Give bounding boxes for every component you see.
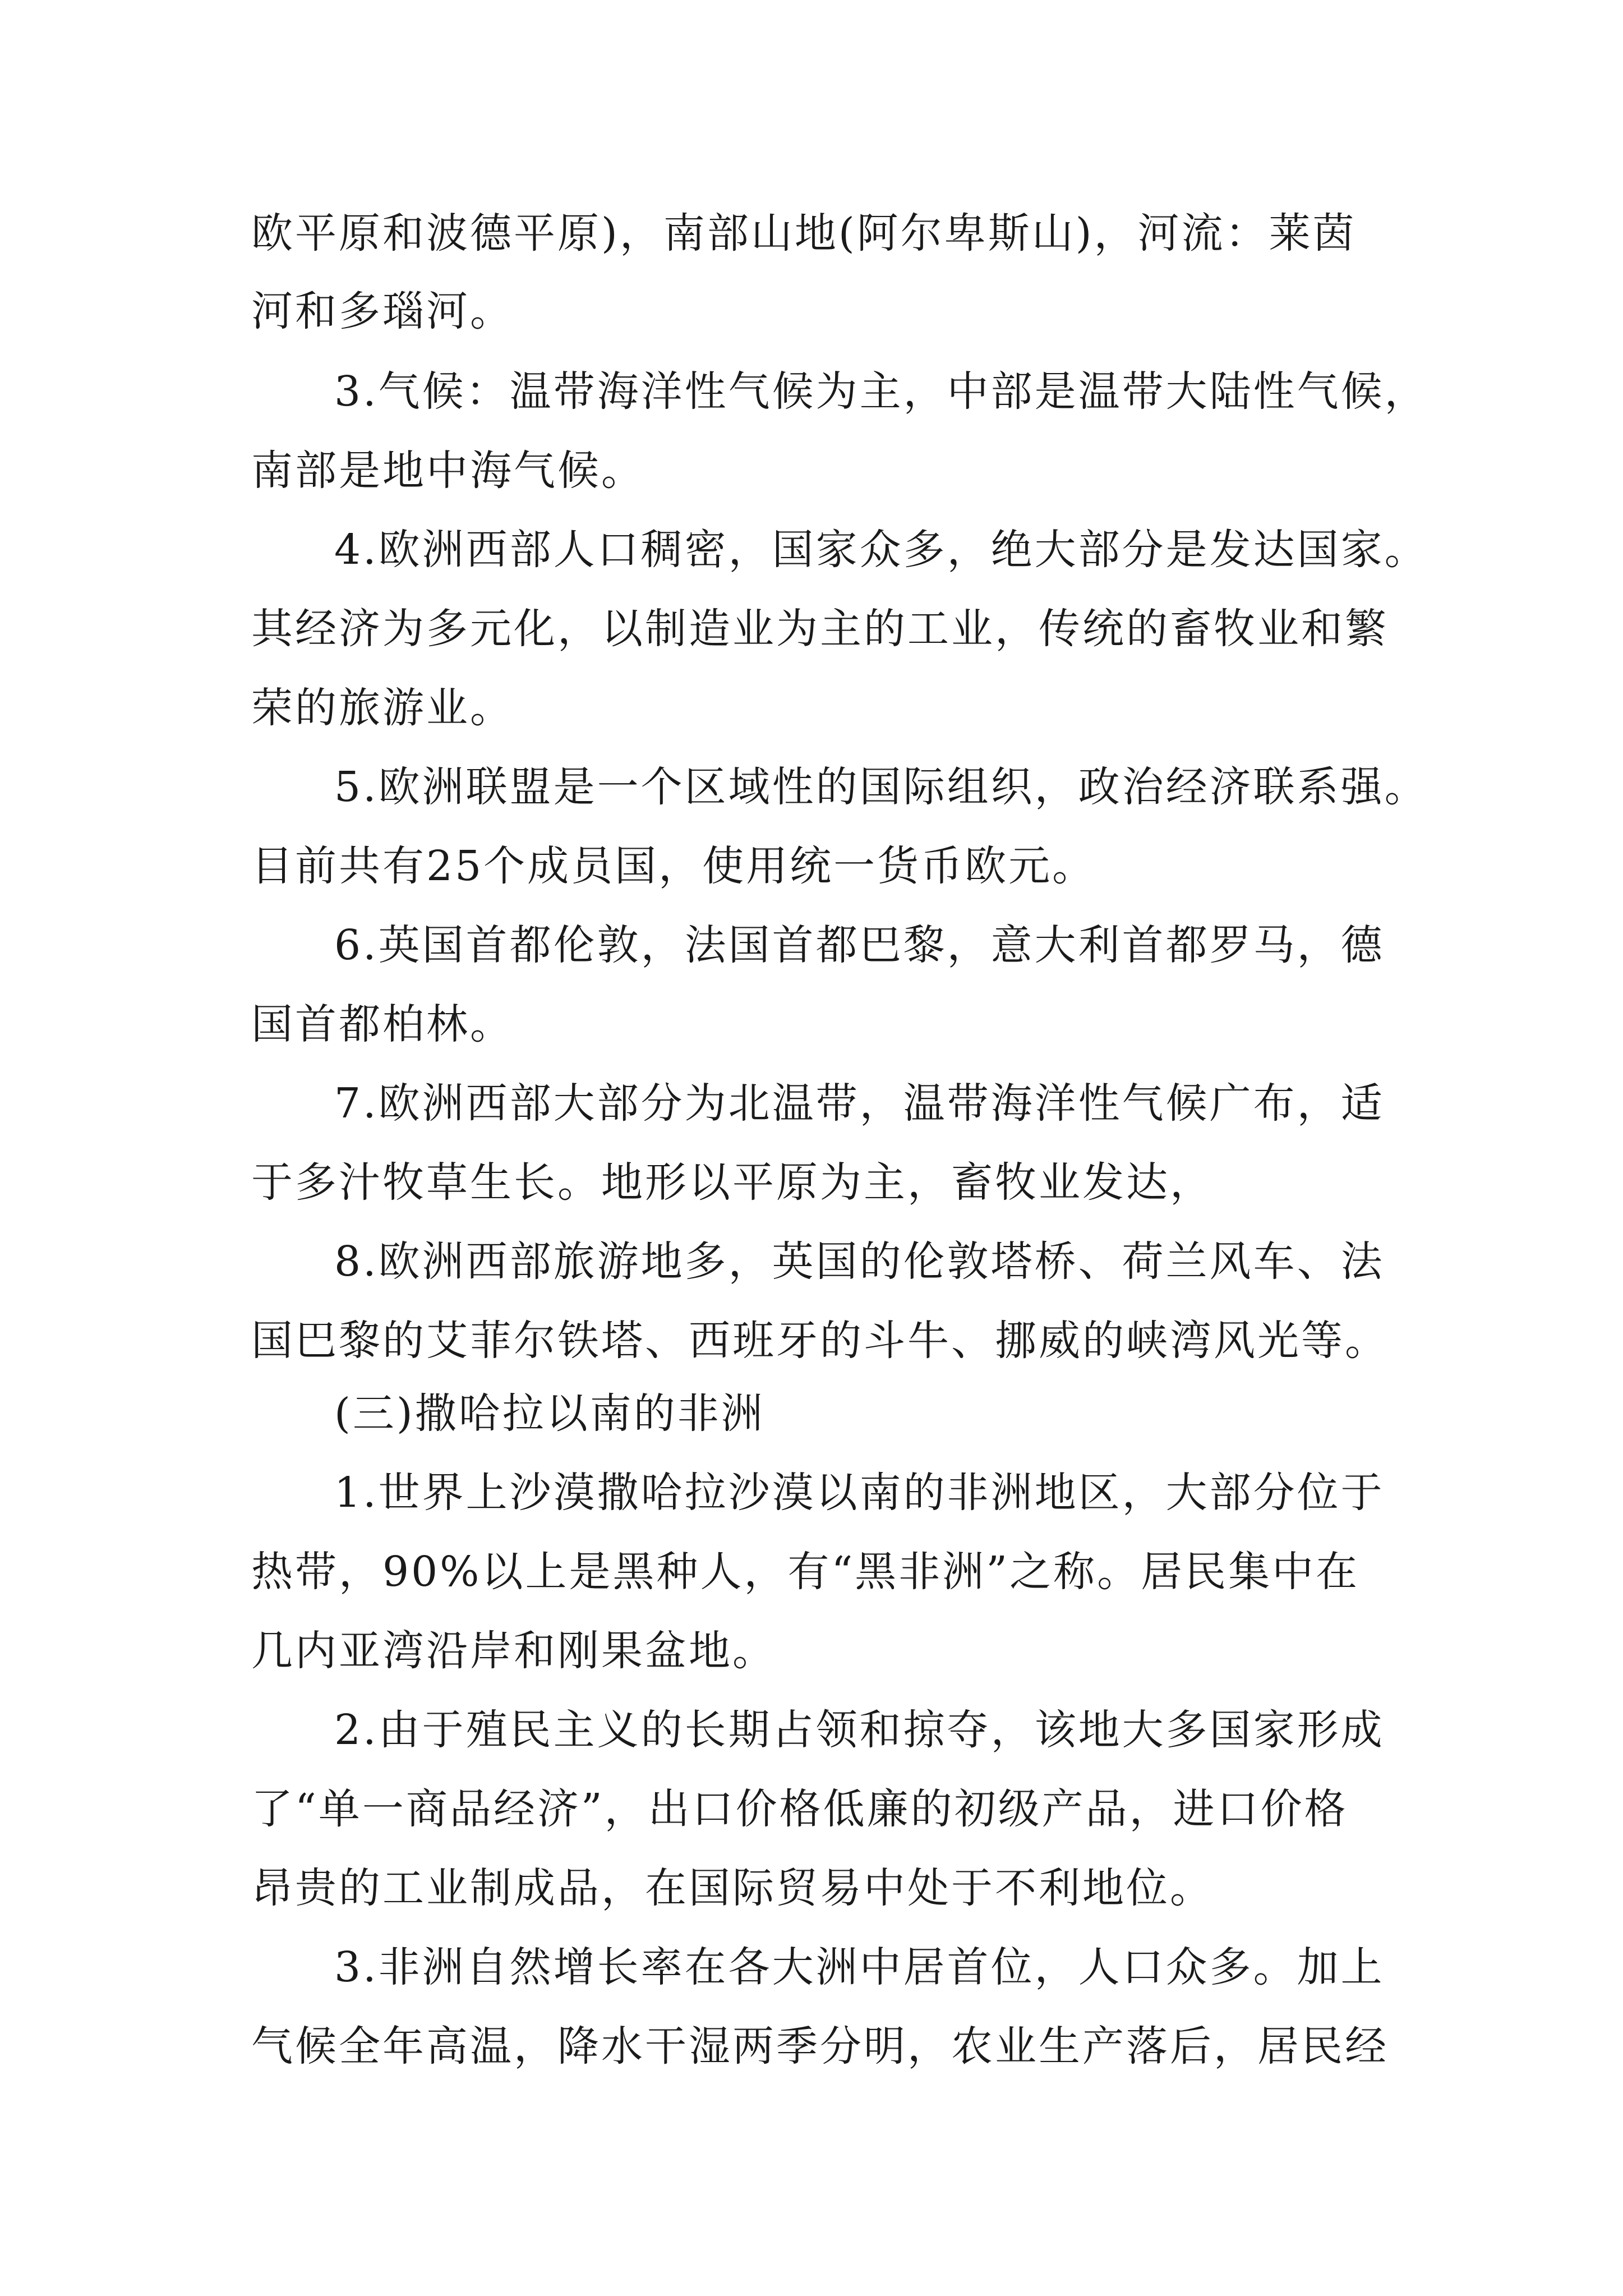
text-line: 国巴黎的艾菲尔铁塔、西班牙的斗牛、挪威的峡湾风光等。 xyxy=(251,1317,1389,1365)
text-line: 3.气候：温带海洋性气候为主，中部是温带大陆性气候， xyxy=(334,367,1428,416)
text-line: 了“单一商品经济”，出口价格低廉的初级产品，进口价格 xyxy=(251,1785,1348,1833)
text-line: 4.欧洲西部人口稠密，国家众多，绝大部分是发达国家。 xyxy=(334,526,1428,574)
section-heading: (三)撒哈拉以南的非洲 xyxy=(334,1389,765,1438)
text-line: 气候全年高温，降水干湿两季分明，农业生产落后，居民经 xyxy=(251,2022,1389,2070)
text-line: 其经济为多元化，以制造业为主的工业，传统的畜牧业和繁 xyxy=(251,605,1389,653)
text-line: 2.由于殖民主义的长期占领和掠夺，该地大多国家形成 xyxy=(334,1706,1385,1754)
text-line: 热带，90%以上是黑种人，有“黑非洲”之称。居民集中在 xyxy=(251,1548,1360,1596)
text-line: 7.欧洲西部大部分为北温带，温带海洋性气候广布，适 xyxy=(334,1079,1385,1128)
text-line: 河和多瑙河。 xyxy=(251,287,514,335)
text-line: 5.欧洲联盟是一个区域性的国际组织，政治经济联系强。 xyxy=(334,763,1428,811)
text-line: 欧平原和波德平原)，南部山地(阿尔卑斯山)，河流：莱茵 xyxy=(251,209,1357,257)
text-line: 于多汁牧草生长。地形以平原为主，畜牧业发达， xyxy=(251,1158,1214,1207)
text-line: 6.英国首都伦敦，法国首都巴黎，意大利首都罗马，德 xyxy=(334,921,1385,969)
text-line: 目前共有25个成员国，使用统一货币欧元。 xyxy=(251,842,1096,890)
text-line: 8.欧洲西部旅游地多，英国的伦敦塔桥、荷兰风车、法 xyxy=(334,1237,1385,1286)
text-line: 南部是地中海气候。 xyxy=(251,447,645,495)
text-line: 国首都柏林。 xyxy=(251,1000,514,1048)
text-line: 荣的旅游业。 xyxy=(251,684,514,732)
text-line: 几内亚湾沿岸和刚果盆地。 xyxy=(251,1627,776,1675)
text-line: 1.世界上沙漠撒哈拉沙漠以南的非洲地区，大部分位于 xyxy=(334,1469,1385,1517)
text-line: 3.非洲自然增长率在各大洲中居首位，人口众多。加上 xyxy=(334,1943,1385,1991)
text-line: 昂贵的工业制成品，在国际贸易中处于不利地位。 xyxy=(251,1864,1214,1912)
